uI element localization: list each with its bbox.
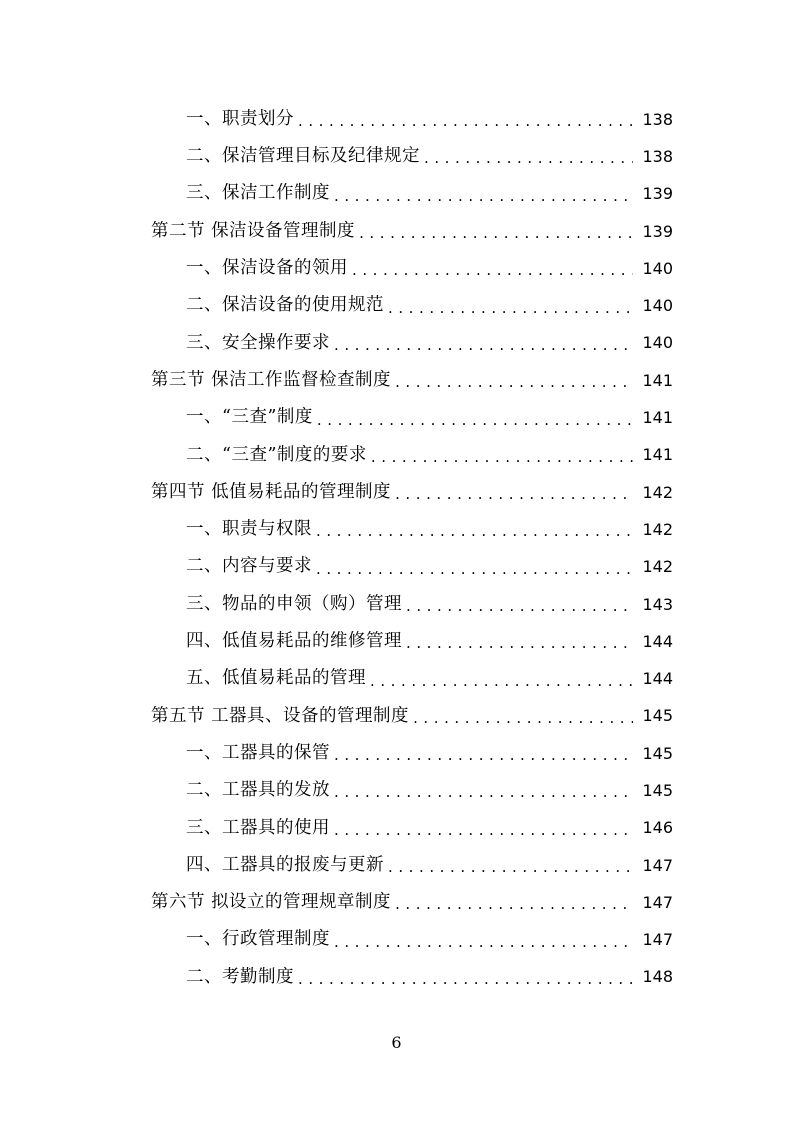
toc-subsection-entry[interactable] [0,101,793,138]
toc-subsection-entry[interactable] [0,437,793,474]
toc-entry-page: 147 [642,930,673,950]
toc-entry-label: 第二节 保洁设备管理制度 [151,220,356,241]
toc-dot-leader [395,375,633,390]
toc-subsection-entry[interactable] [0,959,793,996]
toc-entry-label: 一、“三查”制度 [186,407,313,428]
toc-entry-page: 145 [642,743,673,763]
toc-subsection-entry[interactable] [0,399,793,436]
toc-dot-leader [316,524,633,539]
toc-subsection-entry[interactable] [0,325,793,362]
toc-subsection-entry[interactable] [0,287,793,324]
toc-section-entry[interactable] [0,474,793,511]
toc-dot-leader [298,972,633,987]
toc-entry-label: 二、保洁管理目标及纪律规定 [186,146,420,167]
toc-subsection-entry[interactable] [0,847,793,884]
toc-dot-leader [334,823,633,838]
toc-dot-leader [413,711,633,726]
toc-dot-leader [316,562,633,577]
toc-entry-page: 144 [642,631,673,651]
toc-dot-leader [395,487,633,502]
toc-entry-label: 一、职责与权限 [186,519,312,540]
toc-entry-page: 145 [642,780,673,800]
toc-entry-page: 141 [642,408,673,428]
toc-entry-page: 142 [642,557,673,577]
toc-entry-label: 第四节 低值易耗品的管理制度 [151,481,392,502]
toc-subsection-entry[interactable] [0,660,793,697]
toc-dot-leader [317,413,633,428]
toc-entry-page: 142 [642,519,673,539]
toc-dot-leader [298,114,633,129]
toc-entry-page: 143 [642,594,673,614]
toc-entry-label: 三、物品的申领（购）管理 [186,593,402,614]
page-number: 6 [391,1033,402,1052]
toc-entry-page: 146 [642,818,673,838]
toc-entry-page: 140 [642,333,673,353]
toc-entry-page: 138 [642,109,673,129]
toc-entry-page: 147 [642,892,673,912]
toc-dot-leader [371,450,633,465]
toc-dot-leader [395,897,633,912]
toc-dot-leader [406,599,633,614]
toc-entry-page: 141 [642,370,673,390]
toc-entry-page: 138 [642,146,673,166]
toc-entry-label: 第三节 保洁工作监督检查制度 [151,369,392,390]
toc-entry-page: 148 [642,967,673,987]
toc-dot-leader [388,301,633,316]
toc-entry-page: 145 [642,706,673,726]
toc-section-entry[interactable] [0,362,793,399]
toc-entry-page: 142 [642,482,673,502]
toc-entry-page: 140 [642,296,673,316]
toc-subsection-entry[interactable] [0,735,793,772]
toc-entry-page: 147 [642,855,673,875]
toc-entry-page: 144 [642,669,673,689]
table-of-contents [0,101,793,996]
toc-entry-label: 三、工器具的使用 [186,817,330,838]
toc-entry-label: 一、行政管理制度 [186,929,330,950]
toc-subsection-entry[interactable] [0,250,793,287]
toc-dot-leader [334,785,633,800]
toc-entry-label: 三、安全操作要求 [186,332,330,353]
toc-entry-page: 139 [642,184,673,204]
toc-entry-label: 第六节 拟设立的管理规章制度 [151,892,392,913]
toc-subsection-entry[interactable] [0,549,793,586]
toc-subsection-entry[interactable] [0,810,793,847]
toc-subsection-entry[interactable] [0,772,793,809]
toc-dot-leader [334,189,633,204]
toc-dot-leader [352,263,633,278]
toc-entry-page: 140 [642,258,673,278]
toc-entry-page: 141 [642,445,673,465]
toc-section-entry[interactable] [0,884,793,921]
toc-dot-leader [334,338,633,353]
toc-dot-leader [370,674,633,689]
toc-dot-leader [334,935,633,950]
toc-entry-label: 四、工器具的报废与更新 [186,854,384,875]
toc-entry-label: 第五节 工器具、设备的管理制度 [151,705,410,726]
toc-subsection-entry[interactable] [0,623,793,660]
toc-dot-leader [388,860,633,875]
toc-entry-page: 139 [642,221,673,241]
toc-entry-label: 一、保洁设备的领用 [186,258,348,279]
toc-entry-label: 二、考勤制度 [186,966,294,987]
toc-dot-leader [424,151,633,166]
toc-dot-leader [359,226,633,241]
toc-entry-label: 二、保洁设备的使用规范 [186,295,384,316]
toc-dot-leader [406,636,633,651]
toc-subsection-entry[interactable] [0,922,793,959]
toc-entry-label: 四、低值易耗品的维修管理 [186,631,402,652]
toc-entry-label: 二、工器具的发放 [186,780,330,801]
toc-entry-label: 一、工器具的保管 [186,742,330,763]
toc-entry-label: 一、职责划分 [186,108,294,129]
toc-section-entry[interactable] [0,213,793,250]
toc-subsection-entry[interactable] [0,511,793,548]
toc-subsection-entry[interactable] [0,586,793,623]
toc-dot-leader [334,748,633,763]
toc-entry-label: 五、低值易耗品的管理 [186,668,366,689]
toc-entry-label: 二、“三查”制度的要求 [186,444,367,465]
toc-subsection-entry[interactable] [0,138,793,175]
toc-section-entry[interactable] [0,698,793,735]
toc-entry-label: 二、内容与要求 [186,556,312,577]
toc-entry-label: 三、保洁工作制度 [186,183,330,204]
toc-subsection-entry[interactable] [0,176,793,213]
